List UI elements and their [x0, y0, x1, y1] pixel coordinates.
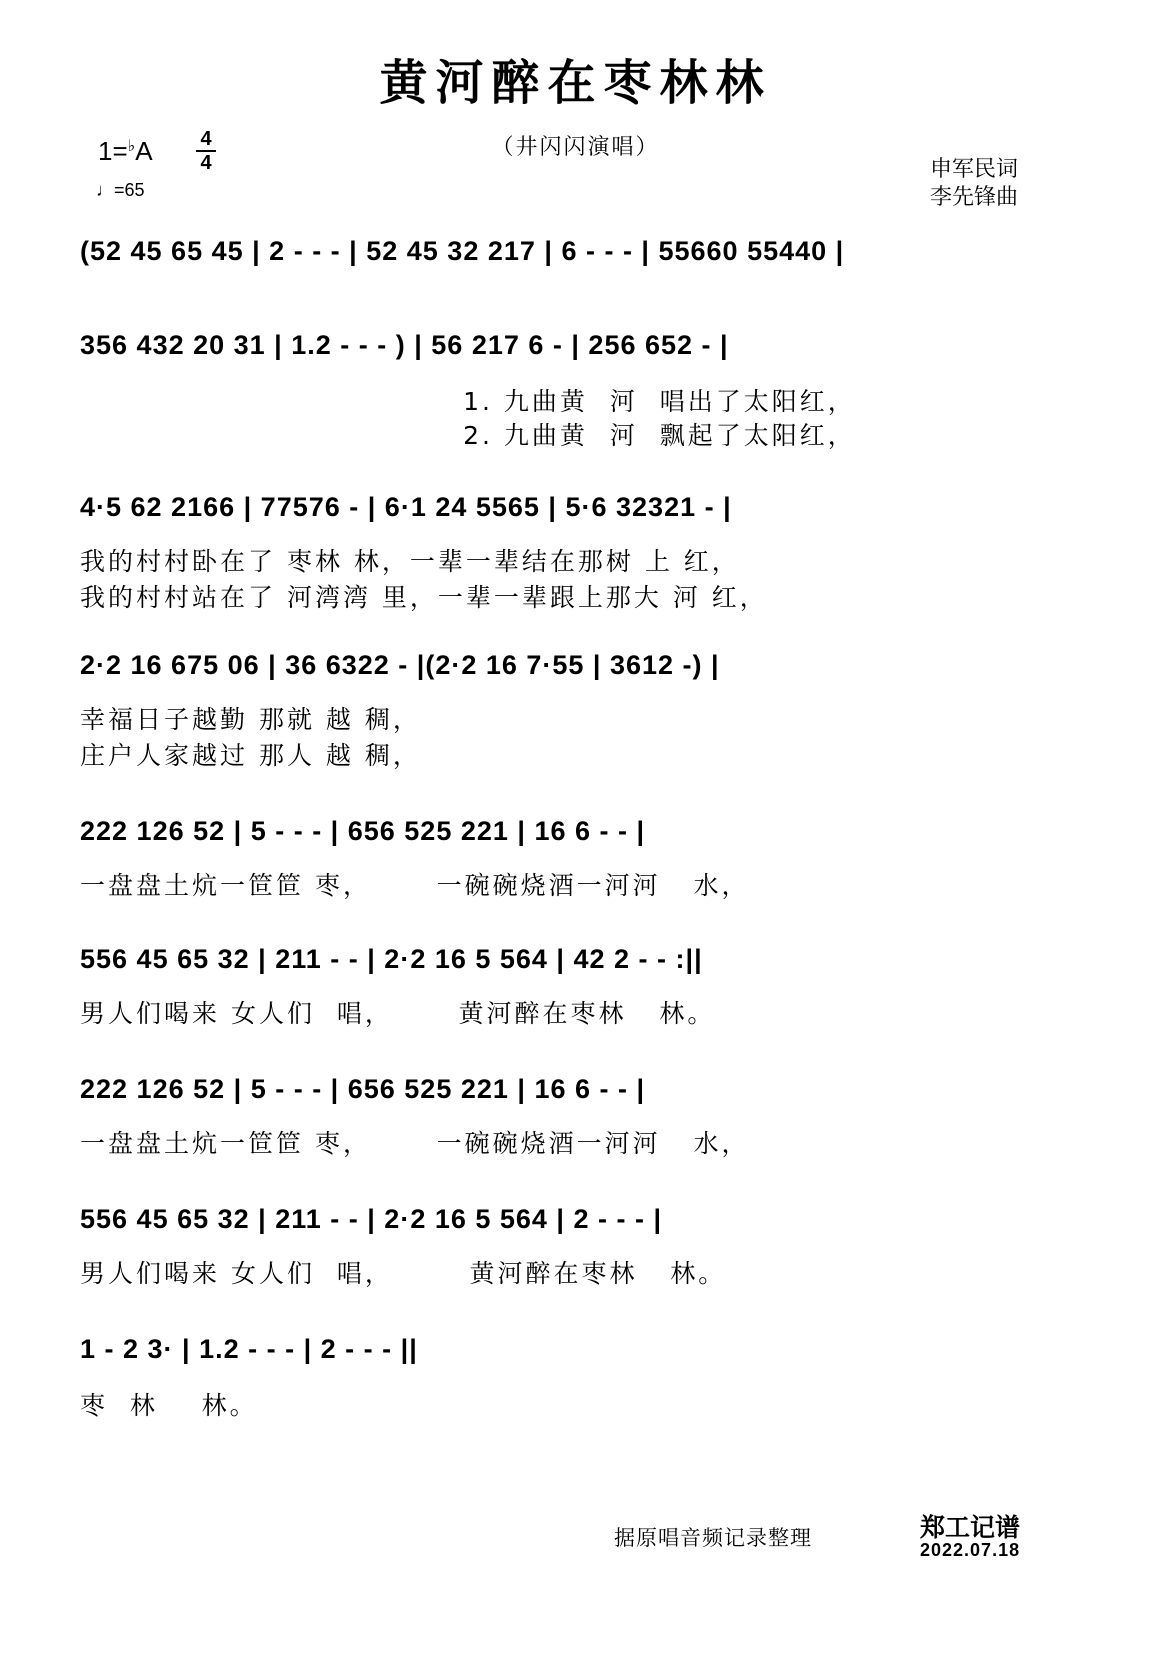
notation-line-6: 556 45 65 32 | 211 - - | 2·2 16 5 564 | 42 2 - - :|| — [80, 944, 703, 974]
time-bottom: 4 — [196, 150, 216, 174]
score-line-6 — [80, 944, 1070, 1034]
lyric-line-2-verse-2: 2. 九曲黄 河 飘起了太阳红， — [80, 421, 856, 450]
time-signature — [196, 128, 216, 174]
lyric-line-4-verse-1: 幸福日子越勤 那就 越 稠， — [80, 705, 421, 734]
notation-line-4: 2·2 16 675 06 | 36 6322 - |(2·2 16 7·55 | 3612 -) | — [80, 650, 720, 680]
performer-note: （井闪闪演唱） — [491, 135, 660, 160]
notation-line-5: 222 126 52 | 5 - - - | 656 525 221 | 16 6 - - | — [80, 816, 646, 846]
key-signature — [98, 136, 153, 167]
score-line-7 — [80, 1074, 1070, 1164]
notation-line-9: 1 - 2 3· | 1.2 - - - | 2 - - - || — [80, 1334, 418, 1364]
notation-line-3: 4·5 62 2166 | 77576 - | 6·1 24 5565 | 5·6 32321 - | — [80, 492, 732, 522]
recorder-name: 郑工记谱 — [920, 1513, 1021, 1542]
score-line-5 — [80, 816, 1070, 906]
score-line-2 — [80, 330, 1070, 450]
score-line-3 — [80, 492, 1070, 612]
notation-line-7: 222 126 52 | 5 - - - | 656 525 221 | 16 6 - - | — [80, 1074, 646, 1104]
lyric-line-2-verse-1: 1. 九曲黄 河 唱出了太阳红， — [80, 387, 856, 416]
lyricist: 申军民词 — [930, 157, 1019, 182]
key-flat: ♭ — [127, 138, 136, 155]
notation-line-2: 356 432 20 31 | 1.2 - - - ) | 56 217 6 - | 256 652 - | — [80, 330, 729, 360]
lyric-line-4-verse-2: 庄户人家越过 那人 越 稠， — [80, 741, 421, 770]
lyric-line-6: 男人们喝来 女人们 唱， 黄河醉在枣林 林。 — [80, 999, 716, 1028]
notation-line-1: (52 45 65 45 | 2 - - - | 52 45 32 217 | 6 - - - | 55660 55440 | — [80, 236, 845, 266]
lyric-line-8: 男人们喝来 女人们 唱， 黄河醉在枣林 林。 — [80, 1259, 727, 1288]
transcription-note: 据原唱音频记录整理 — [614, 1526, 812, 1550]
credits — [930, 156, 1018, 212]
tempo-marking: ♩=65 — [96, 180, 145, 200]
composer: 李先锋曲 — [930, 185, 1019, 210]
key-note: A — [135, 136, 153, 166]
time-top: 4 — [200, 128, 212, 150]
song-title: 黄河醉在枣林林 — [379, 55, 772, 111]
lyric-line-3-verse-1: 我的村村卧在了 枣林 林，一辈一辈结在那树 上 红， — [80, 547, 740, 576]
score-line-9 — [80, 1334, 1070, 1424]
score-line-8 — [80, 1204, 1070, 1294]
notation-line-8: 556 45 65 32 | 211 - - | 2·2 16 5 564 | 2 - - - | — [80, 1204, 663, 1234]
score-line-4 — [80, 650, 1070, 770]
transcription-date: 2022.07.18 — [920, 1540, 1021, 1560]
lyric-line-3-verse-2: 我的村村站在了 河湾湾 里，一辈一辈跟上那大 河 红， — [80, 583, 768, 612]
lyric-line-9: 枣 林 林。 — [80, 1391, 258, 1420]
lyric-line-5: 一盘盘土炕一笸笸 枣， 一碗碗烧酒一河河 水， — [80, 871, 750, 900]
key-prefix: 1= — [98, 136, 128, 166]
lyric-line-7: 一盘盘土炕一笸笸 枣， 一碗碗烧酒一河河 水， — [80, 1129, 750, 1158]
score-line-1 — [80, 236, 1070, 306]
